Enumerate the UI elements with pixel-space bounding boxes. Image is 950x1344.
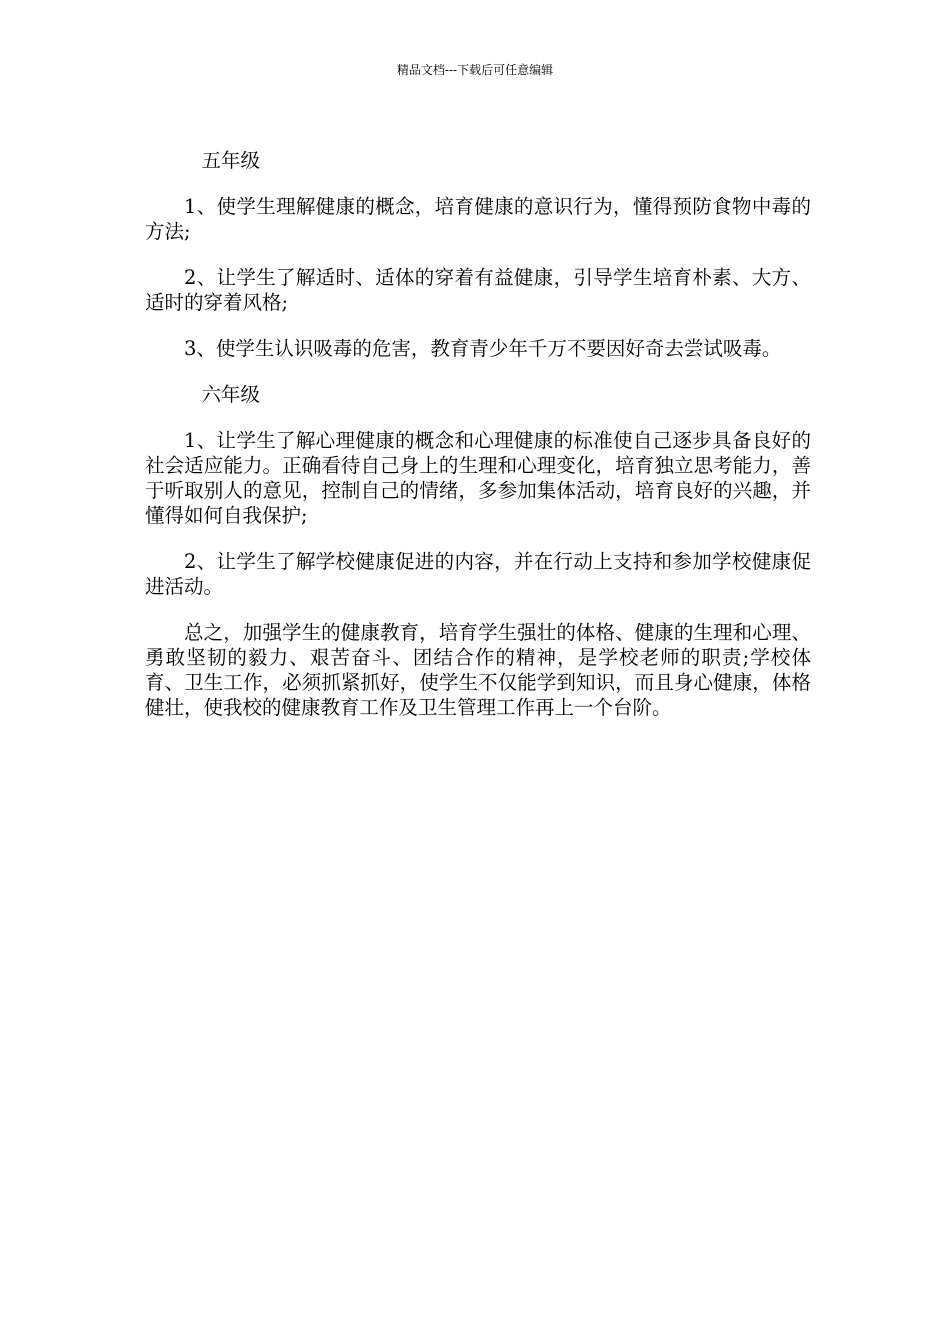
conclusion-paragraph: 总之，加强学生的健康教育，培育学生强壮的体格、健康的生理和心理、勇敢坚韧的毅力、艰苦奋斗、团结合作的精神，是学校老师的职责;学校体育、卫生工作，必须抓紧抓好，使学生不仅能学到知识，而且身心健康，体格健壮，使我校的健康教育工作及卫生管理工作再上一个台阶。 [145, 621, 811, 719]
section-heading-grade-six: 六年级 [201, 383, 261, 406]
page-header: 精品文档---下载后可任意编辑 [396, 63, 554, 77]
grade-five-item-3: 3、使学生认识吸毒的危害，教育青少年千万不要因好奇去尝试吸毒。 [184, 337, 782, 360]
grade-six-item-1: 1、让学生了解心理健康的概念和心理健康的标准使自己逐步具备良好的社会适应能力。正确看待自己身上的生理和心理变化，培育独立思考能力，善于听取别人的意见，控制自己的情绪，多参加集体活动，培育良好的兴趣，并懂得如何自我保护; [145, 429, 811, 527]
grade-six-item-2: 2、让学生了解学校健康促进的内容，并在行动上支持和参加学校健康促进活动。 [145, 550, 811, 598]
document-body [145, 148, 811, 741]
grade-five-item-2: 2、让学生了解适时、适体的穿着有益健康，引导学生培育朴素、大方、适时的穿着风格; [145, 266, 811, 314]
grade-five-item-1: 1、使学生理解健康的概念，培育健康的意识行为，懂得预防食物中毒的方法; [145, 195, 811, 243]
section-heading-grade-five: 五年级 [201, 149, 261, 172]
